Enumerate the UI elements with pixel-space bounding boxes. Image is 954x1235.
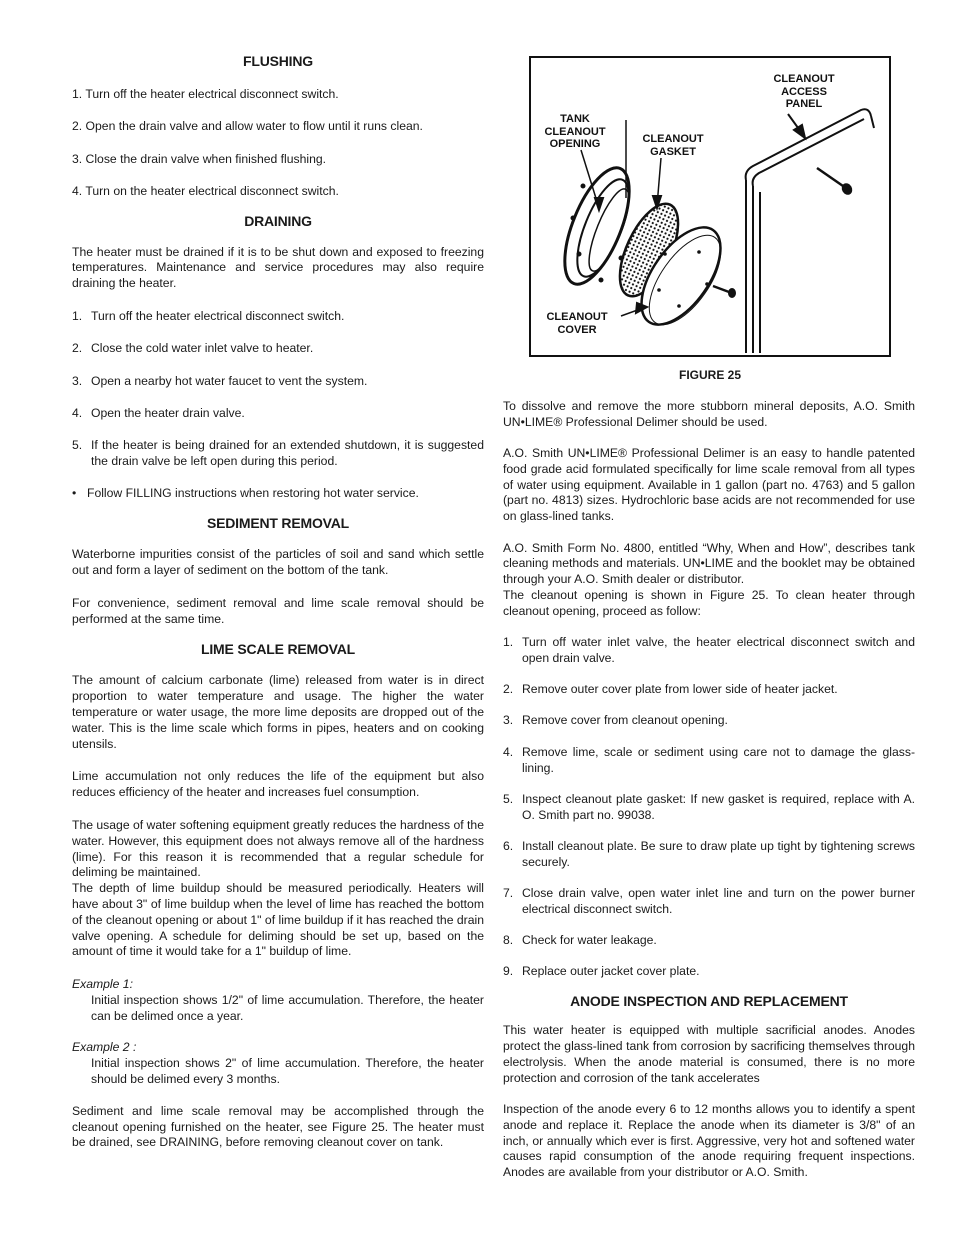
example-1-text: Initial inspection shows 1/2" of lime accumulation. Therefore, the heater can be delimed once a year. <box>91 992 484 1023</box>
anode-paragraph-1: This water heater is equipped with multiple sacrificial anodes. Anodes protect the glass-lined tank from corrosion by sacrificing themselves through electrolysis. When the anode material is consumed, there is no more protection and corrosion of the tank accelerates <box>503 1023 915 1085</box>
sediment-heading: SEDIMENT REMOVAL <box>207 515 349 532</box>
cleanout-intro: The cleanout opening is shown in Figure 25. To clean heater through cleanout opening, proceed as follow: <box>503 587 915 618</box>
draining-step: 2. Close the cold water inlet valve to heater. <box>72 341 314 356</box>
draining-note: • Follow FILLING instructions when restoring hot water service. <box>72 486 419 501</box>
anode-heading: ANODE INSPECTION AND REPLACEMENT <box>570 993 848 1010</box>
left-column <box>72 0 484 1151</box>
draining-heading: DRAINING <box>244 212 312 229</box>
draining-step: 3. Open a nearby hot water faucet to vent the system. <box>72 373 368 388</box>
example-1-label: Example 1: <box>72 977 133 992</box>
lime-paragraph-4: The depth of lime buildup should be measured periodically. Heaters will have about 3" of lime buildup when the level of lime has reached the bottom of the cleanout opening or about 1" of lime buildup if it has reached the drain valve opening. A schedule for deliming should be set up, based on the amount of time it would take for a 1" buildup of lime. <box>72 881 484 959</box>
cleanout-step: 1. Turn off water inlet valve, the heater electrical disconnect switch and open drain valve. <box>503 635 915 665</box>
lime-heading: LIME SCALE REMOVAL <box>200 641 356 658</box>
anode-paragraph-2: Inspection of the anode every 6 to 12 months allows you to identify a spent anode and replace it. Replace the anode when its diameter is 3/8" of an inch, or annually which ever is first. Aggressive, very hot and softened water causes rapid consumption of the anode requiring frequent inspections. Anodes are available from your distributor or A.O. Smith. <box>503 1101 915 1180</box>
cleanout-step: 2. Remove outer cover plate from lower side of heater jacket. <box>503 682 838 697</box>
lime-paragraph-3: The usage of water softening equipment greatly reduces the hardness of the water. However, this equipment does not always remove all of the hardness (lime). For this reason it is recommended that a regular schedule for deliming be maintained. <box>72 817 484 880</box>
flushing-step-4: 4. Turn on the heater electrical disconnect switch. <box>72 183 339 198</box>
figure-caption: FIGURE 25 <box>678 368 741 382</box>
flushing-step-3: 3. Close the drain valve when finished flushing. <box>72 151 327 166</box>
cleanout-step: 6. Install cleanout plate. Be sure to draw plate up tight by tightening screws securely. <box>503 838 915 869</box>
draining-step: 1. Turn off the heater electrical disconnect switch. <box>72 309 345 324</box>
cleanout-step: 8. Check for water leakage. <box>503 933 657 948</box>
delimer-paragraph-1: To dissolve and remove the more stubborn mineral deposits, A.O. Smith UN•LIME® Professional Delimer should be used. <box>503 399 915 429</box>
draining-step: 4. Open the heater drain valve. <box>72 405 245 420</box>
cleanout-step: 3. Remove cover from cleanout opening. <box>503 713 728 728</box>
lime-paragraph-5: Sediment and lime scale removal may be accomplished through the cleanout opening furnished on the heater, see Figure 25. The heater must be drained, see DRAINING, before removing cleanout cover on tank. <box>72 1103 484 1150</box>
lime-paragraph-1: The amount of calcium carbonate (lime) released from water is in direct proportion to water temperature and usage. The higher the water temperature or water usage, the more lime deposits are dropped out of the water. This is the lime scale which forms in pipes, heaters and on cooking utensils. <box>72 673 484 751</box>
example-2-text: Initial inspection shows 2" of lime accumulation. Therefore, the heater should be delimed every 3 months. <box>91 1056 484 1087</box>
label-access-panel: CLEANOUT ACCESS PANEL <box>773 73 835 110</box>
flushing-step-2: 2. Open the drain valve and allow water to flow until it runs clean. <box>72 119 423 134</box>
flushing-heading: FLUSHING <box>243 53 313 69</box>
cleanout-step: 5. Inspect cleanout plate gasket: If new gasket is required, replace with A. O. Smith part no. 99038. <box>503 791 915 822</box>
label-tank-opening: TANK CLEANOUT OPENING <box>544 113 606 150</box>
delimer-paragraph-2: A.O. Smith UN•LIME® Professional Delimer is an easy to handle patented food grade acid formulated specifically for lime scale removal from all types of water using equipment. Available in 1 gallon (part no. 4763) and 5 gallon (part no. 4813) sizes. Hydrochloric base acids are not recommended for use on glass-lined tanks. <box>503 446 915 524</box>
example-2-label: Example 2 : <box>72 1040 137 1055</box>
form-paragraph: A.O. Smith Form No. 4800, entitled “Why, When and How”, describes tank cleaning methods and materials. UN•LIME and the booklet may be obtained through your A.O. Smith dealer or distributor. <box>503 540 915 587</box>
cleanout-step: 4. Remove lime, scale or sediment using care not to damage the glass-lining. <box>503 744 915 775</box>
lime-paragraph-2: Lime accumulation not only reduces the life of the equipment but also reduces efficiency of the heater and increases fuel consumption. <box>72 769 484 800</box>
right-column <box>503 0 915 1181</box>
sediment-paragraph-2: For convenience, sediment removal and lime scale removal should be performed at the same time. <box>72 595 484 626</box>
label-cover: CLEANOUT COVER <box>546 311 608 336</box>
sediment-paragraph-1: Waterborne impurities consist of the particles of soil and sand which settle out and form a layer of sediment on the bottom of the tank. <box>72 547 484 577</box>
cleanout-step: 7. Close drain valve, open water inlet line and turn on the power burner electrical disconnect switch. <box>503 886 915 916</box>
draining-intro: The heater must be drained if it is to be shut down and exposed to freezing temperatures. Maintenance and service procedures may also require draining the heater. <box>72 244 484 291</box>
cleanout-step: 9. Replace outer jacket cover plate. <box>503 964 700 979</box>
label-gasket: CLEANOUT GASKET <box>642 133 704 158</box>
flushing-step-1: 1. Turn off the heater electrical disconnect switch. <box>72 87 339 101</box>
draining-step: 5. If the heater is being drained for an extended shutdown, it is suggested the drain valve be left open during this period. <box>72 438 484 469</box>
